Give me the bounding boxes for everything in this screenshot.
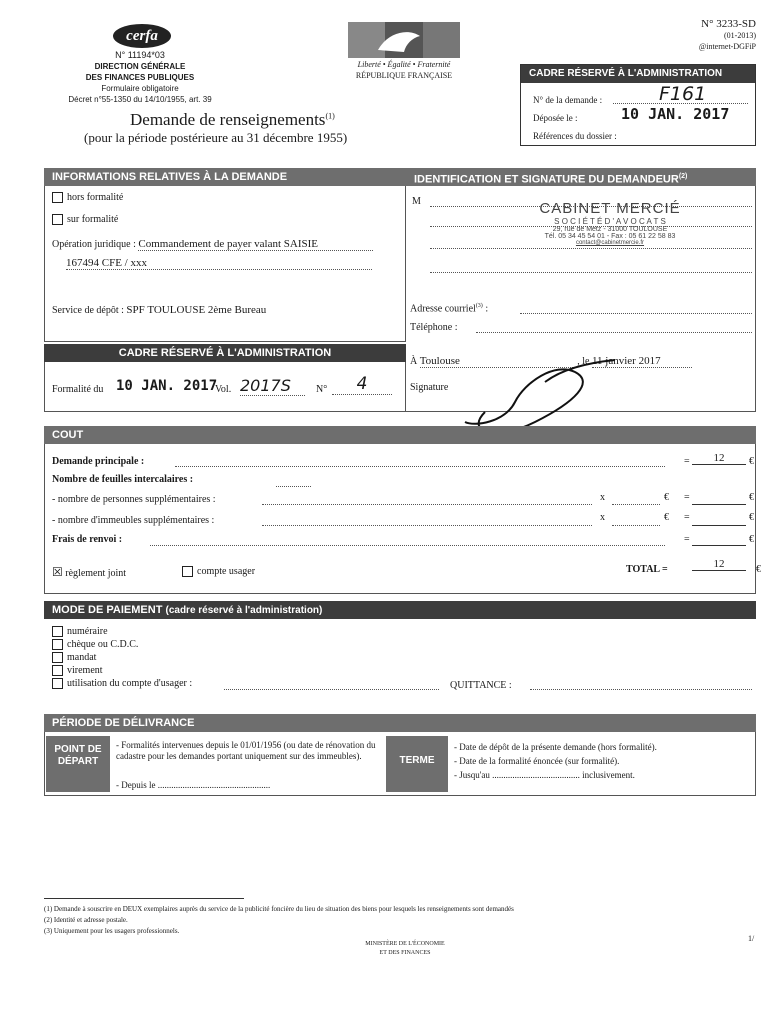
direction-label: DIRECTION GÉNÉRALE [94, 62, 186, 71]
hors-formalite-label: hors formalité [67, 192, 124, 203]
tel-label: Téléphone : [410, 322, 458, 333]
vol-value: 2017S [240, 376, 305, 396]
formalite-label: Formalité du [52, 384, 104, 395]
payment-option-cash[interactable] [52, 625, 192, 638]
user-account-option[interactable] [182, 566, 255, 577]
form-reference [699, 19, 756, 52]
hors-formalite-checkbox[interactable] [52, 192, 63, 203]
ministry-line-1: MINISTÈRE DE L'ÉCONOMIE [365, 941, 445, 947]
payment-attached-checkbox[interactable]: ☒ [52, 565, 63, 579]
deposited-label: Déposée le : [533, 113, 578, 123]
account-label: utilisation du compte d'usager : [67, 678, 193, 689]
identification-title-text: IDENTIFICATION ET SIGNATURE DU DEMANDEUR [414, 173, 679, 186]
page-subtitle: (pour la période postérieure au 31 décembre 1955) [84, 130, 348, 145]
tel-input[interactable] [476, 332, 752, 333]
term-text [454, 740, 752, 782]
cerfa-logo-text: cerfa [126, 28, 158, 44]
check-label: chèque ou C.D.C. [67, 639, 139, 650]
cash-checkbox[interactable] [52, 626, 63, 637]
term-text-3: - Jusqu'au ....................................... inclusivement. [454, 770, 635, 780]
stamp-phone: Tél. 05 34 45 54 01 - Fax : 05 61 22 58 83 [544, 233, 676, 240]
email-field: Adresse courriel$^{(3)}$ : [410, 303, 489, 315]
term-text-2: - Date de la formalité énoncée (sur formalité). [454, 756, 620, 766]
user-account-label: compte usager [197, 566, 256, 577]
cerfa-number: N° 11194*03 [115, 50, 165, 60]
ministry [340, 940, 470, 958]
service-field [52, 304, 402, 316]
user-account-checkbox[interactable] [182, 566, 193, 577]
mandate-label: mandat [67, 652, 97, 663]
motto: Liberté • Égalité • Fraternité [357, 60, 451, 69]
sur-formalite-label: sur formalité [67, 214, 119, 225]
cash-label: numéraire [67, 626, 108, 637]
no-label: N° [316, 384, 328, 395]
service-value: SPF TOULOUSE 2ème Bureau [126, 304, 267, 316]
cerfa-logo [113, 24, 171, 48]
sheets-label: Nombre de feuilles intercalaires : [52, 474, 194, 485]
place-value: Toulouse [420, 355, 575, 368]
operation-value-2: 167494 CFE / xxx [66, 257, 372, 270]
payment-attached-label: règlement joint [65, 568, 127, 579]
cost-title: COUT [44, 426, 756, 444]
stamp-society: S O C I É T É D ' A V O C A T S [554, 217, 666, 226]
start-text-2: - Depuis le .................................................. [116, 780, 271, 790]
no-value: 4 [332, 374, 392, 395]
payment-options [52, 625, 192, 690]
main-request-label: Demande principale : [52, 456, 145, 467]
footnote-3: (3) Uniquement pour les usagers professionnels. [44, 927, 180, 935]
payment-title-note: (cadre réservé à l'administration) [165, 605, 323, 616]
persons-x: x [600, 492, 605, 503]
deposited-stamp: 10 JAN. 2017 [621, 105, 730, 123]
stamp-email: contact@cabinetmercie.fr [575, 240, 645, 246]
request-number-label: N° de la demande : [533, 95, 603, 105]
admin-box [520, 64, 756, 146]
account-checkbox[interactable] [52, 678, 63, 689]
hors-formalite-option[interactable] [52, 192, 123, 203]
lawyer-stamp [520, 200, 700, 246]
stamp-address: 29, rue de Metz - 31000 TOULOUSE [552, 226, 668, 233]
total-euro: € [756, 564, 761, 575]
place-label: À [410, 356, 418, 367]
request-info-title: INFORMATIONS RELATIVES À LA DEMANDE [44, 168, 406, 186]
page-title-footnote: (1) [325, 111, 335, 121]
buildings-x: x [600, 512, 605, 523]
finances-label: DES FINANCES PUBLIQUES [85, 73, 195, 82]
operation-value: Commandement de payer valant SAISIE [138, 238, 373, 251]
main-request-euro: € [749, 456, 754, 467]
payment-title-text: MODE DE PAIEMENT [52, 604, 163, 616]
m-label: M [412, 196, 421, 207]
admin-box-title: CADRE RÉSERVÉ À L'ADMINISTRATION [521, 65, 755, 83]
page-title-text: Demande de renseignements [130, 110, 326, 129]
persons-euro: € [664, 492, 669, 503]
term-text-1: - Date de dépôt de la présente demande (hors formalité). [454, 742, 657, 752]
shipping-label: Frais de renvoi : [52, 534, 123, 545]
mandatory-label: Formulaire obligatoire [101, 84, 179, 93]
email-footnote: (3) [475, 303, 483, 309]
buildings-label: - nombre d'immeubles supplémentaires : [52, 515, 215, 526]
sur-formalite-option[interactable] [52, 214, 118, 225]
email-label: Adresse courriel [410, 303, 476, 315]
date-label: , le [577, 356, 590, 367]
buildings-euro: € [664, 512, 669, 523]
transfer-label: virement [67, 665, 103, 676]
email-input[interactable] [520, 313, 752, 314]
persons-label: - nombre de personnes supplémentaires : [52, 494, 216, 505]
delivery-title: PÉRIODE DE DÉLIVRANCE [44, 714, 756, 732]
vol-label: Vol. [215, 384, 232, 395]
issuer-block [60, 50, 220, 105]
signature-label: Signature [410, 382, 449, 393]
main-request-value: 12 [692, 452, 746, 465]
marianne-logo [348, 22, 460, 58]
sur-formalite-checkbox[interactable] [52, 214, 63, 225]
footnotes [44, 904, 764, 937]
main-request-eq: = [684, 456, 690, 467]
form-number: N° 3233-SD [701, 18, 756, 30]
republic-label: RÉPUBLIQUE FRANÇAISE [355, 71, 453, 80]
payment-title [44, 601, 756, 619]
footnote-2: (2) Identité et adresse postale. [44, 916, 128, 924]
buildings-total-euro: € [749, 512, 754, 523]
payment-option-mandate[interactable] [52, 651, 192, 664]
start-label: POINT DE DÉPART [46, 736, 110, 792]
formalite-stamp: 10 JAN. 2017 [116, 378, 218, 394]
receipt-label: QUITTANCE : [450, 680, 512, 691]
term-label: TERME [386, 736, 448, 792]
buildings-eq: = [684, 512, 690, 523]
transfer-checkbox[interactable] [52, 665, 63, 676]
admin-box2-title: CADRE RÉSERVÉ À L'ADMINISTRATION [44, 344, 406, 362]
page-number: 1/ [748, 934, 755, 943]
identification-title [406, 168, 756, 186]
start-text-1: - Formalités intervenues depuis le 01/01/1956 (ou date de rénovation du cadastre pour les demandes portant uniquement sur des immeubles). [116, 740, 376, 761]
stamp-cabinet: CABINET MERCIÉ [539, 200, 681, 217]
identification-title-footnote: (2) [678, 173, 688, 180]
ministry-line-2: ET DES FINANCES [379, 950, 431, 956]
persons-total-euro: € [749, 492, 754, 503]
form-date: (01-2013) [724, 31, 756, 40]
decree-label: Décret n°55-1350 du 14/10/1955, art. 39 [68, 95, 212, 104]
request-number-value: F161 [659, 83, 707, 105]
payment-option-account[interactable] [52, 677, 192, 690]
mandate-checkbox[interactable] [52, 652, 63, 663]
date-value: 11 janvier 2017 [592, 355, 692, 368]
persons-eq: = [684, 492, 690, 503]
page-title [130, 110, 335, 130]
payment-option-check[interactable] [52, 638, 192, 651]
references-label: Références du dossier : [533, 131, 617, 141]
total-value: 12 [692, 558, 746, 571]
operation-label: Opération juridique : [52, 239, 136, 250]
payment-attached-option[interactable] [52, 565, 126, 580]
operation-field [52, 238, 402, 251]
payment-option-transfer[interactable] [52, 664, 192, 677]
service-label: Service de dépôt : [52, 305, 124, 316]
total-label: TOTAL = [626, 564, 668, 575]
footnote-1: (1) Demande à souscrire en DEUX exemplaires auprès du service de la publicité foncière du lieu de situation des biens pour lesquels les renseignements sont demandés [44, 905, 514, 913]
marianne-icon [348, 22, 460, 58]
shipping-eq: = [684, 534, 690, 545]
check-checkbox[interactable] [52, 639, 63, 650]
shipping-euro: € [749, 534, 754, 545]
form-source: @internet-DGFiP [698, 42, 756, 51]
